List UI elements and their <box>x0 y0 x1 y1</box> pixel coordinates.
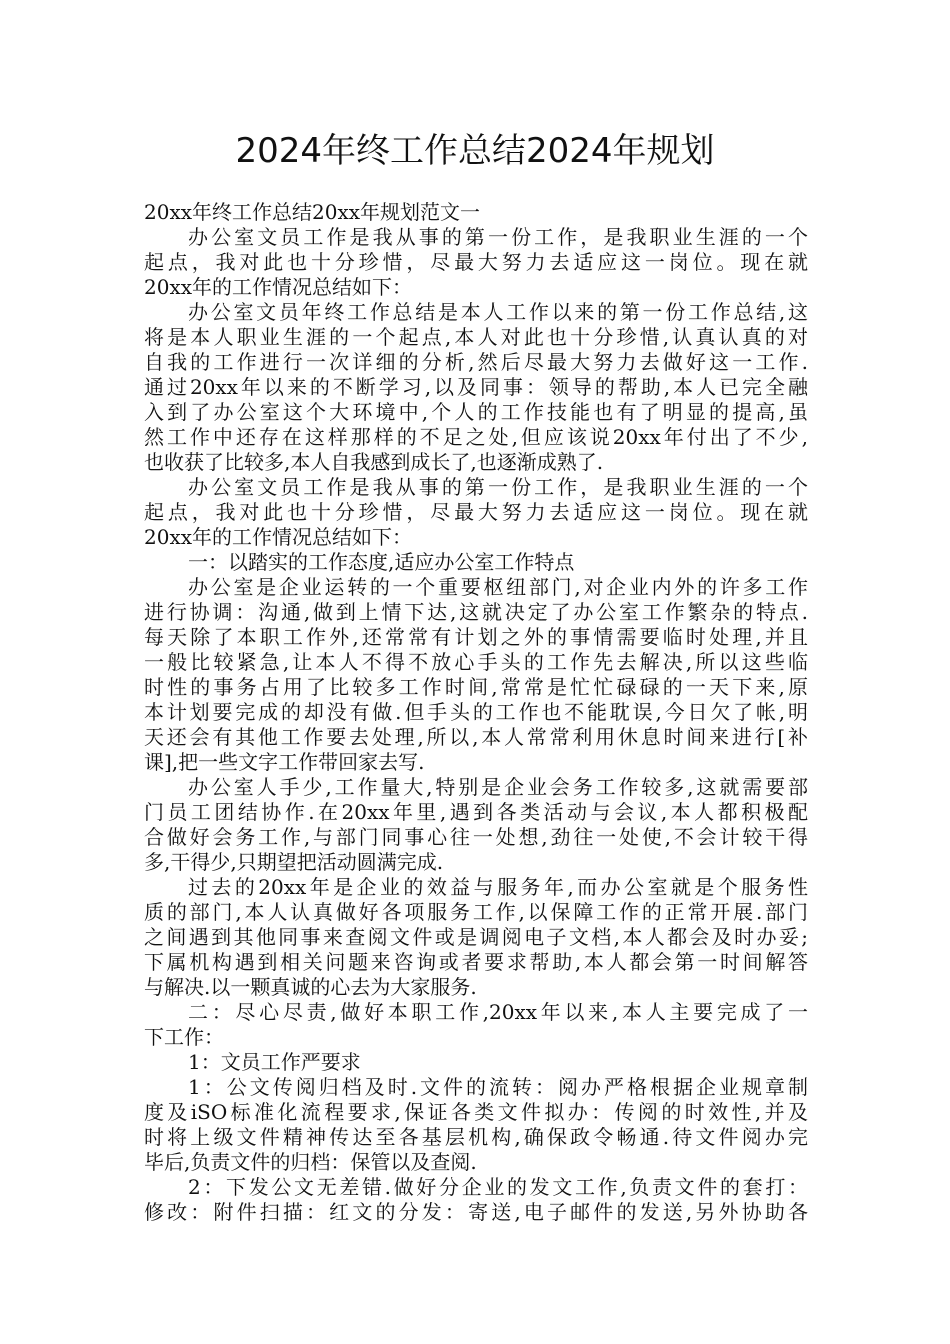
text-line: 多,干得少,只期望把活动圆满完成. <box>144 850 444 874</box>
text-line: 一：以踏实的工作态度,适应办公室工作特点 <box>188 550 575 574</box>
text-line: 进行协调：沟通,做到上情下达,这就决定了办公室工作繁杂的特点. <box>144 600 808 624</box>
text-line: 将是本人职业生涯的一个起点,本人对此也十分珍惜,认真认真的对 <box>144 325 808 349</box>
document-title: 2024年终工作总结2024年规划 <box>235 131 715 171</box>
text-line: 与解决.以一颗真诚的心去为大家服务. <box>144 975 477 999</box>
text-line: 入到了办公室这个大环境中,个人的工作技能也有了明显的提高,虽 <box>144 400 808 424</box>
text-line: 合做好会务工作,与部门同事心往一处想,劲往一处使,不会计较干得 <box>144 825 808 849</box>
text-line: 每天除了本职工作外,还常常有计划之外的事情需要临时处理,并且 <box>144 625 808 649</box>
text-line: 20xx年的工作情况总结如下： <box>144 525 413 549</box>
text-line: 20xx年终工作总结20xx年规划范文一 <box>144 200 481 224</box>
text-line: 2：下发公文无差错.做好分企业的发文工作,负责文件的套打： <box>188 1175 808 1199</box>
text-line: 然工作中还存在这样那样的不足之处,但应该说20xx年付出了不少, <box>144 425 808 449</box>
text-line: 时性的事务占用了比较多工作时间,常常是忙忙碌碌的一天下来,原 <box>144 675 808 699</box>
text-line: 之间遇到其他同事来查阅文件或是调阅电子文档,本人都会及时办妥; <box>144 925 808 949</box>
text-line: 也收获了比较多,本人自我感到成长了,也逐渐成熟了. <box>144 450 604 474</box>
document-body <box>144 200 808 1225</box>
text-line: 天还会有其他工作要去处理,所以,本人常常利用休息时间来进行[补 <box>144 725 808 749</box>
text-line: 度及iSO标准化流程要求,保证各类文件拟办：传阅的时效性,并及 <box>144 1100 808 1124</box>
text-line: 办公室文员年终工作总结是本人工作以来的第一份工作总结,这 <box>188 300 808 324</box>
text-line: 1：公文传阅归档及时.文件的流转：阅办严格根据企业规章制 <box>188 1075 808 1099</box>
text-line: 二：尽心尽责,做好本职工作,20xx年以来,本人主要完成了一 <box>188 1000 808 1024</box>
text-line: 办公室人手少,工作量大,特别是企业会务工作较多,这就需要部 <box>188 775 808 799</box>
text-line: 下工作： <box>144 1025 224 1049</box>
text-line: 修改：附件扫描：红文的分发：寄送,电子邮件的发送,另外协助各 <box>144 1200 808 1224</box>
text-line: 起点，我对此也十分珍惜，尽最大努力去适应这一岗位。现在就 <box>144 500 808 524</box>
text-line: 门员工团结协作.在20xx年里,遇到各类活动与会议,本人都积极配 <box>144 800 808 824</box>
text-line: 本计划要完成的却没有做.但手头的工作也不能耽误,今日欠了帐,明 <box>144 700 808 724</box>
text-line: 过去的20xx年是企业的效益与服务年,而办公室就是个服务性 <box>188 875 808 899</box>
text-line: 通过20xx年以来的不断学习,以及同事：领导的帮助,本人已完全融 <box>144 375 808 399</box>
text-line: 一般比较紧急,让本人不得不放心手头的工作先去解决,所以这些临 <box>144 650 808 674</box>
text-line: 时将上级文件精神传达至各基层机构,确保政令畅通.待文件阅办完 <box>144 1125 808 1149</box>
text-line: 20xx年的工作情况总结如下： <box>144 275 413 299</box>
text-line: 1：文员工作严要求 <box>188 1050 361 1074</box>
text-line: 下属机构遇到相关问题来咨询或者要求帮助,本人都会第一时间解答 <box>144 950 808 974</box>
text-line: 课],把一些文字工作带回家去写. <box>144 750 425 774</box>
text-line: 办公室文员工作是我从事的第一份工作，是我职业生涯的一个 <box>188 225 808 249</box>
text-line: 办公室是企业运转的一个重要枢纽部门,对企业内外的许多工作 <box>188 575 808 599</box>
text-line: 质的部门,本人认真做好各项服务工作,以保障工作的正常开展.部门 <box>144 900 808 924</box>
text-line: 办公室文员工作是我从事的第一份工作，是我职业生涯的一个 <box>188 475 808 499</box>
text-line: 自我的工作进行一次详细的分析,然后尽最大努力去做好这一工作. <box>144 350 808 374</box>
text-line: 起点，我对此也十分珍惜，尽最大努力去适应这一岗位。现在就 <box>144 250 808 274</box>
text-line: 毕后,负责文件的归档：保管以及查阅. <box>144 1150 477 1174</box>
